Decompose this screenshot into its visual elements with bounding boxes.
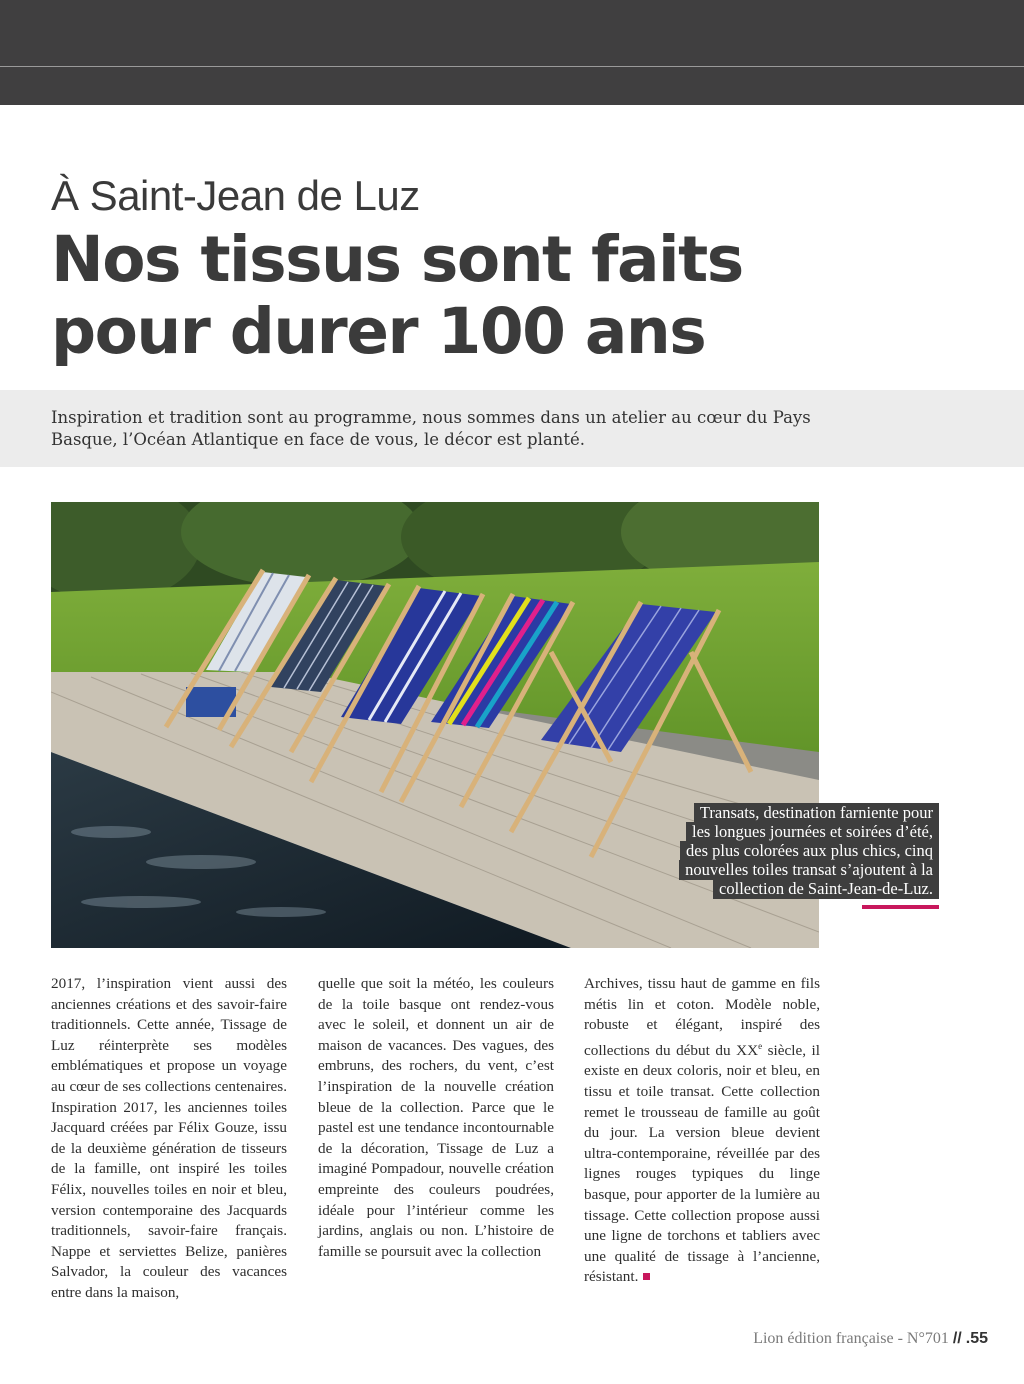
body-column-1: 2017, l’inspiration vient aussi des anciennes créations et des savoir-faire traditionnels. Cette année, Tissage de Luz réinterprète ses modèles emblématiques et propose un voyage au cœur de ses collections centenaires. Inspiration 2017, les anciennes toiles Jacquard créées par Félix Gouze, issu de la deuxième génération de tisseurs de la famille, ont inspiré les toiles Félix, nouvelles toiles en noir et bleu, version contemporaine des Jacquards traditionnels, savoir-faire français. Nappe et serviettes Belize, panières Salvador, la couleur des vacances entre dans la maison, xyxy=(51,975,287,1301)
page-number: .55 xyxy=(965,1330,988,1347)
caption-line: Transats, destination farniente pour xyxy=(679,803,939,822)
article-title-line-1: Nos tissus sont faits xyxy=(51,223,743,296)
article-title-line-2: pour durer 100 ans xyxy=(51,295,706,368)
caption-accent-bar xyxy=(862,905,939,909)
article-intro: Inspiration et tradition sont au programme, nous sommes dans un atelier au cœur du Pays Basque, l’Océan Atlantique en face de vous, le décor est planté. xyxy=(51,408,811,449)
article-kicker: À Saint-Jean de Luz xyxy=(51,172,420,219)
caption-line: nouvelles toiles transat s’ajoutent à la xyxy=(679,860,939,879)
page-footer xyxy=(753,1330,988,1348)
end-of-article-mark xyxy=(643,1273,650,1280)
article-title xyxy=(51,224,743,368)
caption-line: des plus colorées aux plus chics, cinq xyxy=(679,841,939,860)
superscript: e xyxy=(758,1040,763,1051)
top-bar-rule xyxy=(0,66,1024,67)
caption-line: collection de Saint-Jean-de-Luz. xyxy=(679,879,939,898)
publication-name: Lion édition française - N°701 xyxy=(753,1330,949,1347)
body-column-3: Archives, tissu haut de gamme en fils métis lin et coton. Modèle noble, robuste et élégant, inspiré des collections du début du XXe siècle, il existe en deux coloris, noir et bleu, en tissu et toile transat. Cette collection remet le trousseau de famille au goût du jour. La version bleue devient ultra-contemporaine, réveillée par des lignes rouges typiques du linge basque, pour apporter de la lumière au tissage. Cette collection propose aussi une ligne de torchons et tabliers avec une qualité de tissage à l’ancienne, résistant. xyxy=(584,975,820,1286)
footer-separator: // xyxy=(952,1330,962,1347)
body-column-2: quelle que soit la météo, les couleurs de la toile basque ont rendez-vous avec le soleil, et donnent un air de maison de vacances. Des vagues, des embruns, des rochers, du vent, c’est l’inspiration de la nouvelle création bleue de la collection. Parce que le pastel est une tendance incontournable de la décoration, Tissage de Luz a imaginé Pompadour, nouvelle création empreinte des couleurs poudrées, idéale pour l’intérieur comme les jardins, anglais ou non. L’histoire de famille se poursuit avec la collection xyxy=(318,975,554,1260)
caption-line: les longues journées et soirées d’été, xyxy=(679,822,939,841)
photo-caption xyxy=(679,803,939,898)
top-bar xyxy=(0,0,1024,105)
